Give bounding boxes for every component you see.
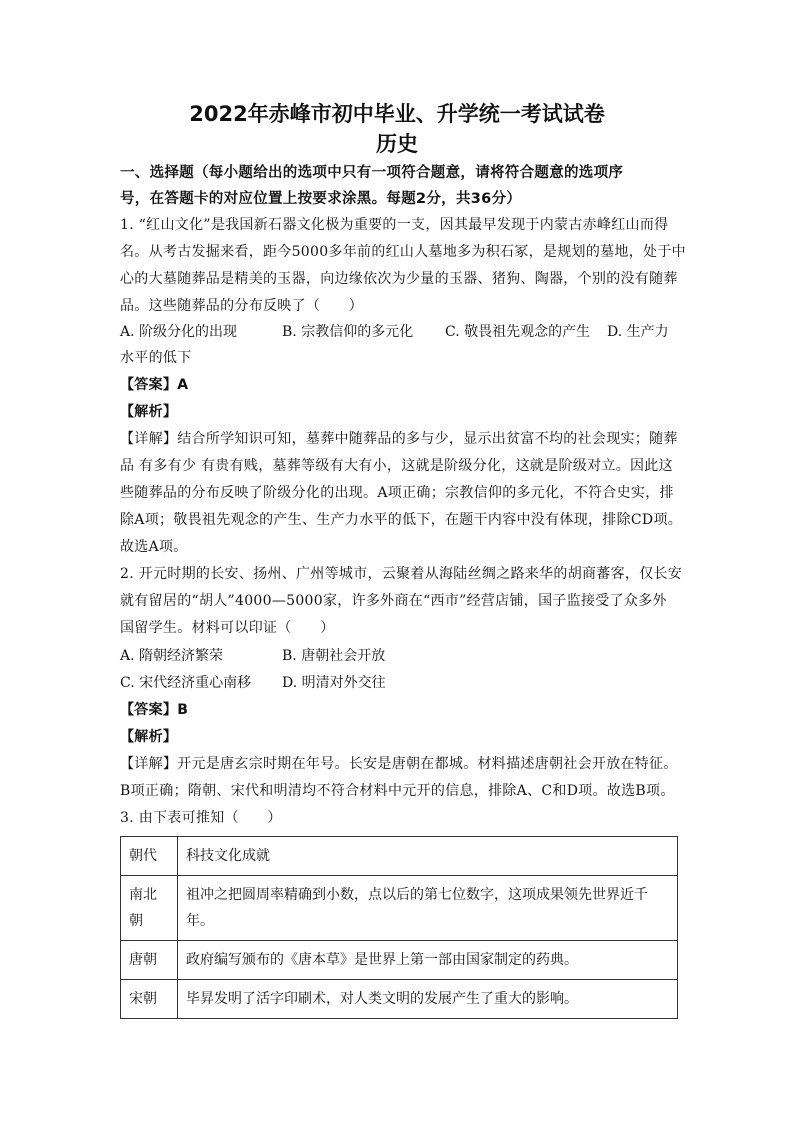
- q1-detail-line-3: 些随葬品的分布反映了阶级分化的出现。A项正确；宗教信仰的多元化，不符合史实，排: [120, 485, 674, 501]
- q1-option-c: C. 敬畏祖先观念的产生: [445, 324, 591, 340]
- q2-detail-line-1: 【详解】开元是唐玄宗时期在年号。长安是唐朝在都城。材料描述唐朝社会开放在特征。: [120, 756, 678, 772]
- q1-option-d: D. 生产力: [607, 324, 669, 340]
- subject-title: 历史: [376, 132, 418, 156]
- q1-detail-line-5: 故选A项。: [120, 539, 188, 555]
- q1-option-a: A. 阶级分化的出现: [120, 324, 238, 340]
- q1-analysis-label: 【解析】: [120, 404, 178, 420]
- q3-table: [120, 836, 678, 1019]
- q1-stem-line-1: 1. “红山文化”是我国新石器文化极为重要的一支，因其最早发现于内蒙古赤峰红山而得: [120, 217, 669, 233]
- q2-stem-line-1: 2. 开元时期的长安、扬州、广州等城市，云聚着从海陆丝绸之路来华的胡商蕃客，仅长安: [120, 566, 683, 582]
- table-cell-achievement: 祖冲之把圆周率精确到小数，点以后的第七位数字，这项成果领先世界近千年。: [178, 876, 678, 941]
- table-cell-achievement: 毕昇发明了活字印刷术，对人类文明的发展产生了重大的影响。: [178, 980, 678, 1019]
- section-heading-line-2: 号，在答题卡的对应位置上按要求涂黑。每题2分，共36分）: [120, 191, 522, 207]
- table-header-row: [121, 837, 678, 876]
- table-row: [121, 876, 678, 941]
- q2-stem-line-3: 国留学生。材料可以印证（ ）: [120, 620, 335, 636]
- q2-stem-line-2: 就有留居的“胡人”4000—5000家，许多外商在“西市”经营店铺，国子监接受了众多外: [120, 593, 667, 609]
- table-row: [121, 941, 678, 980]
- q2-analysis-label: 【解析】: [120, 729, 178, 745]
- q3-stem: 3. 由下表可推知（ ）: [120, 810, 282, 826]
- q2-option-c: C. 宋代经济重心南移: [120, 675, 252, 691]
- q2-option-d: D. 明清对外交往: [282, 675, 386, 691]
- q1-detail-line-4: 除A项；敬畏祖先观念的产生、生产力水平的低下，在题干内容中没有体现，排除CD项。: [120, 512, 683, 528]
- q1-detail-line-2: 品 有多有少 有贵有贱，墓葬等级有大有小，这就是阶级分化，这就是阶级对立。因此这: [120, 458, 673, 474]
- table-cell-dynasty: 宋朝: [121, 980, 178, 1019]
- q1-option-b: B. 宗教信仰的多元化: [282, 324, 414, 340]
- q1-option-d-cont: 水平的低下: [120, 350, 192, 366]
- table-cell-achievement: 政府编写颁布的《唐本草》是世界上第一部由国家制定的药典。: [178, 941, 678, 980]
- exam-title: 2022年赤峰市初中毕业、升学统一考试试卷: [189, 102, 605, 126]
- table-header-dynasty: 朝代: [121, 837, 178, 876]
- table-cell-dynasty: 南北朝: [121, 876, 178, 941]
- table-header-achievement: 科技文化成就: [178, 837, 678, 876]
- table-cell-dynasty: 唐朝: [121, 941, 178, 980]
- q2-answer: 【答案】B: [120, 702, 189, 718]
- q1-stem-line-3: 心的大墓随葬品是精美的玉器，向边缘依次为少量的玉器、猪狗、陶器，个别的没有随葬: [120, 271, 678, 287]
- table-row: [121, 980, 678, 1019]
- q2-detail-line-2: B项正确；隋朝、宋代和明清均不符合材料中元开的信息，排除A、C和D项。故选B项。: [120, 783, 675, 799]
- q2-option-a: A. 隋朝经济繁荣: [120, 648, 224, 664]
- section-heading-line-1: 一、选择题（每小题给出的选项中只有一项符合题意，请将符合题意的选项序: [120, 165, 624, 181]
- q1-stem-line-2: 名。从考古发掘来看，距今5000多年前的红山人墓地多为积石冢，是规划的墓地，处于中: [120, 244, 686, 260]
- q2-option-b: B. 唐朝社会开放: [282, 648, 386, 664]
- q1-answer: 【答案】A: [120, 377, 189, 393]
- q1-detail-line-1: 【详解】结合所学知识可知，墓葬中随葬品的多与少，显示出贫富不均的社会现实；随葬: [120, 431, 678, 447]
- q1-stem-line-4: 品。这些随葬品的分布反映了（ ）: [120, 298, 364, 314]
